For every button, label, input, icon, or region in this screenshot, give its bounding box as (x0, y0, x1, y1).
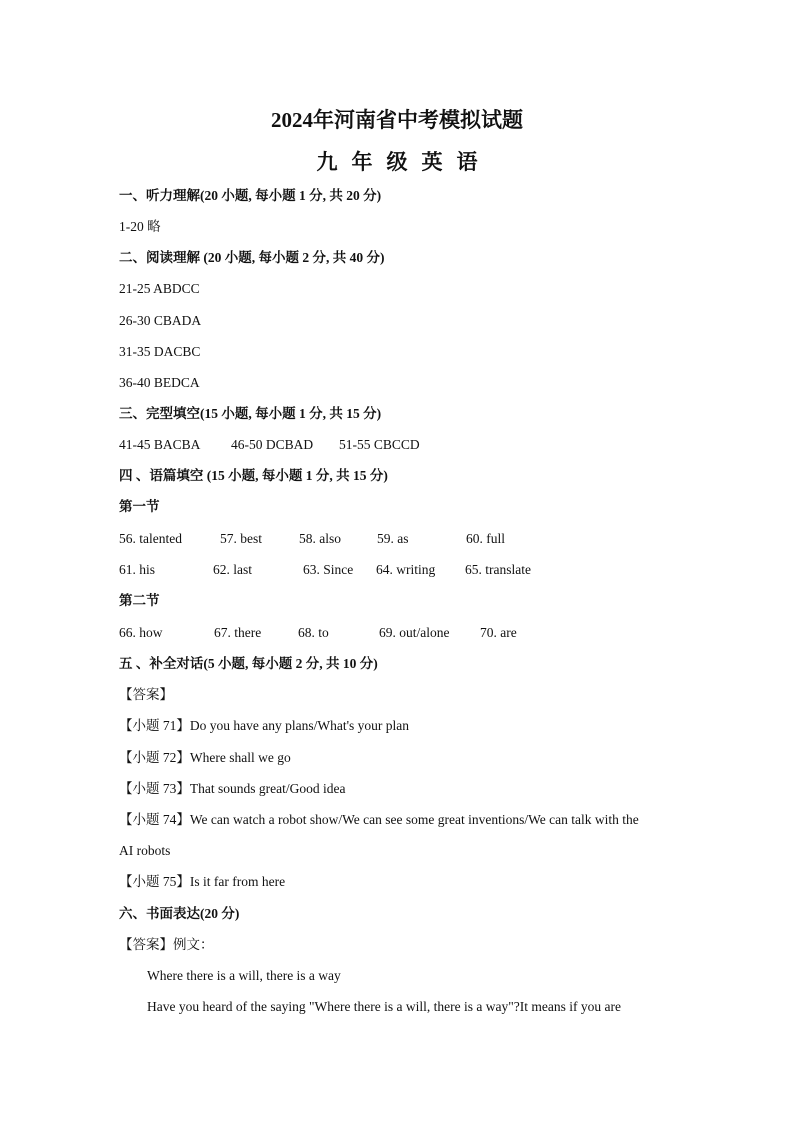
answer-item: 46-50 DCBAD (231, 437, 314, 452)
essay-text: Have you heard of the saying "Where there is a will, there is a way"?It means if you are (147, 999, 621, 1014)
page-subtitle: 九年级英语 (316, 150, 492, 174)
answer-item: 51-55 CBCCD (339, 437, 420, 452)
section-1-heading: 一、听力理解(20 小题, 每小题 1 分, 共 20 分) (119, 188, 382, 203)
answer-item: 56. talented (119, 531, 182, 546)
answer-item: 61. his (119, 562, 156, 577)
answer-row: 21-25 ABDCC (119, 281, 200, 296)
answer-label: 【答案】例文： (119, 937, 214, 952)
section-3-heading: 三、完型填空(15 小题, 每小题 1 分, 共 15 分) (119, 406, 382, 421)
answer-item: 62. last (213, 562, 252, 577)
answer-item: 41-45 BACBA (119, 437, 201, 452)
section-4-heading: 四 、语篇填空 (15 小题, 每小题 1 分, 共 15 分) (119, 468, 388, 483)
answer-label: 【答案】 (119, 687, 173, 702)
answer-row: 31-35 DACBC (119, 344, 201, 359)
dialogue-answer: 【小题 72】Where shall we go (119, 750, 291, 765)
part-label: 第二节 (119, 593, 160, 608)
section-1-answer: 1-20 略 (119, 219, 161, 234)
section-5-heading: 五 、补全对话(5 小题, 每小题 2 分, 共 10 分) (119, 656, 378, 671)
answer-item: 63. Since (303, 562, 354, 577)
dialogue-answer-continued: AI robots (119, 843, 171, 858)
part-label: 第一节 (119, 499, 160, 514)
section-6-heading: 六、书面表达(20 分) (119, 906, 240, 921)
section-2-heading: 二、阅读理解 (20 小题, 每小题 2 分, 共 40 分) (119, 250, 385, 265)
answer-item: 59. as (377, 531, 409, 546)
answer-item: 69. out/alone (379, 625, 450, 640)
answer-item: 58. also (299, 531, 341, 546)
dialogue-answer: 【小题 75】Is it far from here (119, 874, 286, 889)
dialogue-answer: 【小题 71】Do you have any plans/What's your plan (119, 718, 410, 733)
answer-row: 26-30 CBADA (119, 313, 202, 328)
dialogue-answer: 【小题 74】We can watch a robot show/We can see some great inventions/We can talk with the (119, 812, 639, 827)
essay-title: Where there is a will, there is a way (147, 968, 341, 983)
answer-item: 67. there (214, 625, 262, 640)
page-title: 2024年河南省中考模拟试题 (271, 108, 523, 132)
answer-item: 66. how (119, 625, 163, 640)
answer-item: 57. best (220, 531, 262, 546)
answer-item: 60. full (466, 531, 505, 546)
answer-item: 64. writing (376, 562, 436, 577)
answer-item: 68. to (298, 625, 329, 640)
dialogue-answer: 【小题 73】That sounds great/Good idea (119, 781, 346, 796)
answer-item: 70. are (480, 625, 517, 640)
answer-item: 65. translate (465, 562, 531, 577)
answer-row: 36-40 BEDCA (119, 375, 200, 390)
